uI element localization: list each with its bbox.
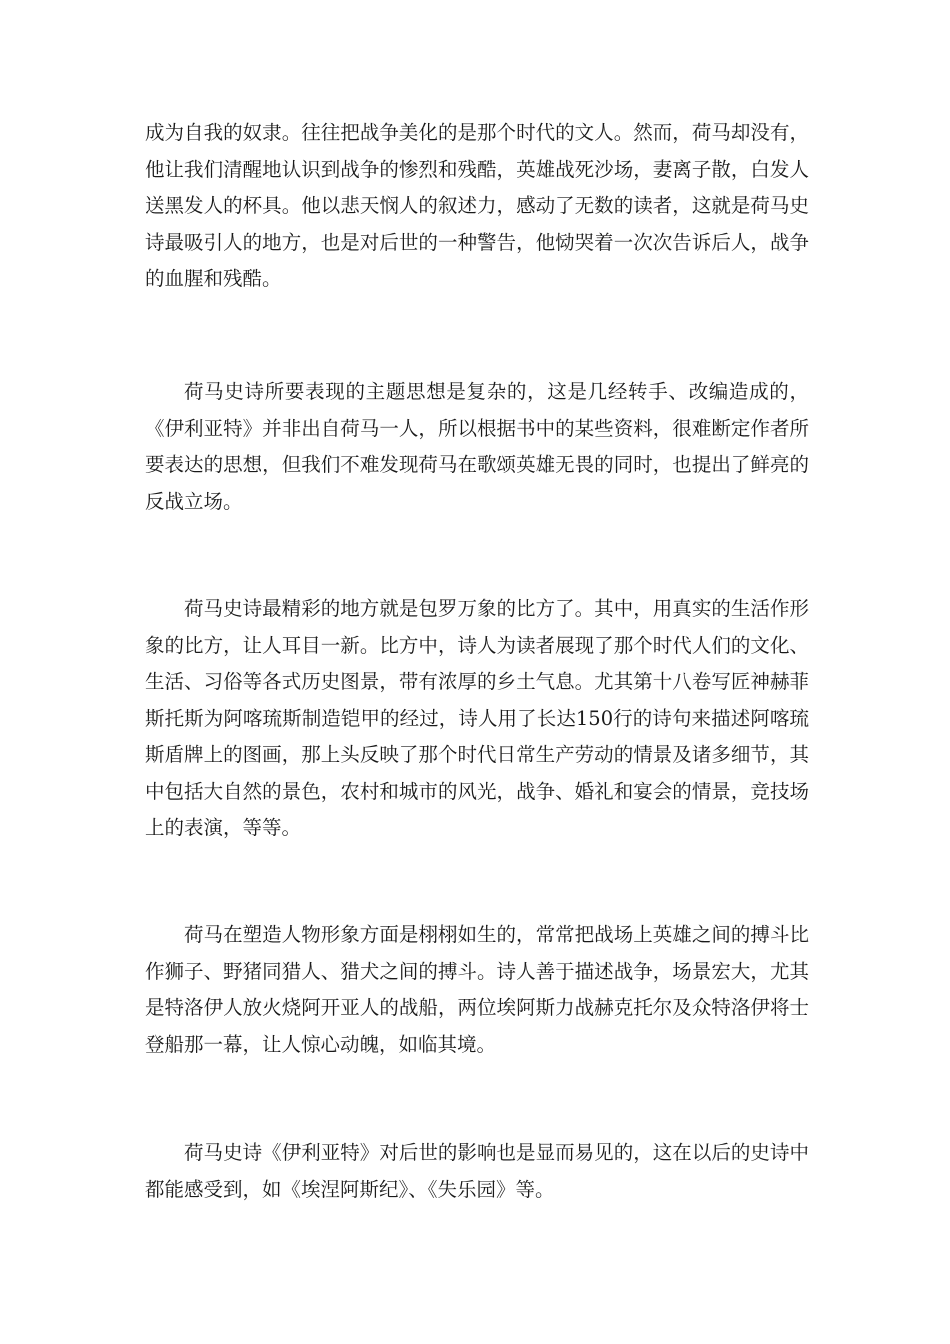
paragraph-metaphor: 荷马史诗最精彩的地方就是包罗万象的比方了。其中，用真实的生活作形象的比方，让人耳目一新。比方中，诗人为读者展现了那个时代人们的文化、生活、习俗等各式历史图景，带有浓厚的乡土气息。尤其第十八卷写匠神赫菲斯托斯为阿喀琉斯制造铠甲的经过，诗人用了长达150行的诗句来描述阿喀琉斯盾牌上的图画，那上头反映了那个时代日常生产劳动的情景及诸多细节，其中包括大自然的景色，农村和城市的风光，战争、婚礼和宴会的情景，竞技场上的表演，等等。 xyxy=(145,597,809,839)
paragraph-influence: 荷马史诗《伊利亚特》对后世的影响也是显而易见的，这在以后的史诗中都能感受到，如《埃涅阿斯纪》、《失乐园》等。 xyxy=(145,1141,809,1201)
paragraph-war-cruelty: 成为自我的奴隶。往往把战争美化的是那个时代的文人。然而，荷马却没有，他让我们清醒地认识到战争的惨烈和残酷，英雄战死沙场，妻离子散，白发人送黑发人的杯具。他以悲天悯人的叙述力，感动了无数的读者，这就是荷马史诗最吸引人的地方，也是对后世的一种警告，他恸哭着一次次告诉后人，战争的血腥和残酷。 xyxy=(145,121,809,290)
paragraph-theme: 荷马史诗所要表现的主题思想是复杂的，这是几经转手、改编造成的，《伊利亚特》并非出自荷马一人，所以根据书中的某些资料，很难断定作者所要表达的思想，但我们不难发现荷马在歌颂英雄无畏的同时，也提出了鲜亮的反战立场。 xyxy=(145,380,809,513)
paragraph-characters: 荷马在塑造人物形象方面是栩栩如生的，常常把战场上英雄之间的搏斗比作狮子、野猪同猎人、猎犬之间的搏斗。诗人善于描述战争，场景宏大，尤其是特洛伊人放火烧阿开亚人的战船，两位埃阿斯力战赫克托尔及众特洛伊将士登船那一幕，让人惊心动魄，如临其境。 xyxy=(145,923,809,1056)
